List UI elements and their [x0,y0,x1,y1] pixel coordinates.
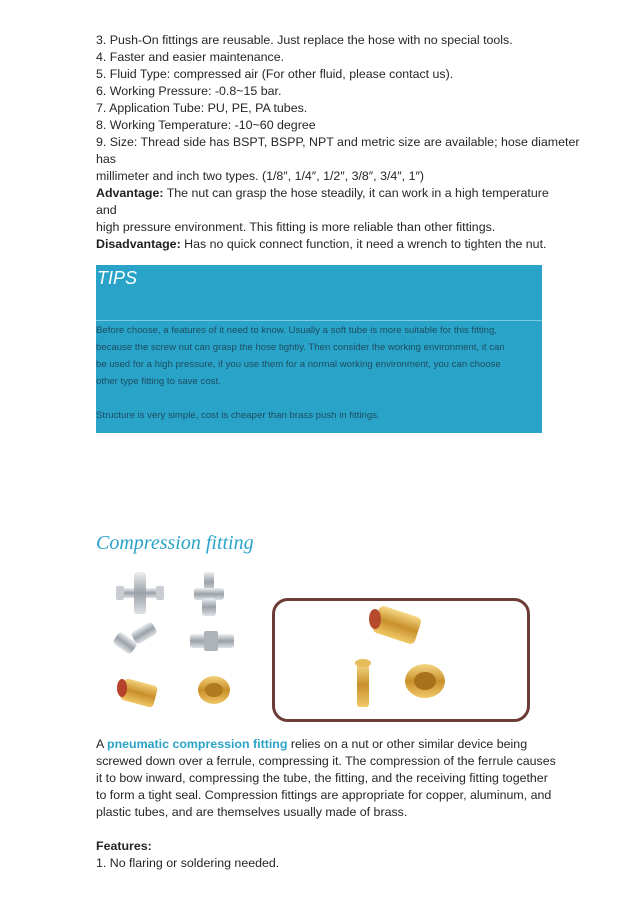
advantage-line [96,185,549,202]
list-line: 3. Push-On fittings are reusable. Just replace the hose with no special tools. [96,33,513,47]
description-line: it to bow inward, compressing the tube, the fitting, and the receiving fitting together [96,771,548,785]
tips-line-last: Structure is very simple, cost is cheaper than brass push in fittings. [96,410,380,421]
description-line: screwed down over a ferrule, compressing it. The compression of the ferrule causes [96,754,556,768]
description-line: plastic tubes, and are themselves usually made of brass. [96,805,408,819]
list-line: 4. Faster and easier maintenance. [96,50,285,64]
tee-fitting-image [116,572,164,614]
description-rest: relies on a nut or other similar device being [287,737,528,751]
section-title: Compression fitting [96,532,254,554]
advantage-text: The nut can grasp the hose steadily, it can work in a high temperature [163,186,549,200]
tips-line: because the screw nut can grasp the hose tightly. Then consider the working environment, it can [96,342,505,353]
brass-ring-image [198,676,230,704]
advantage-label: Advantage: [96,186,164,200]
list-line: 9. Size: Thread side has BSPT, BSPP, NPT and metric size are available; hose diameter [96,135,580,149]
advantage-line-3: high pressure environment. This fitting is more reliable than other fittings. [96,220,496,234]
description-line-1 [96,736,527,753]
description-prefix: A [96,737,108,751]
list-line: 8. Working Temperature: -10~60 degree [96,118,316,132]
list-line: 7. Application Tube: PU, PE, PA tubes. [96,101,308,115]
pneumatic-compression-fitting-link[interactable]: pneumatic compression fitting [107,737,288,751]
flow-control-image [194,572,224,616]
straight-fitting-image [190,631,234,651]
tips-header [96,265,542,321]
features-heading: Features: [96,839,152,853]
fittings-photo-grid [104,566,264,716]
disadvantage-line [96,236,546,253]
features-item: 1. No flaring or soldering needed. [96,856,280,870]
brass-parts-photo [275,601,527,719]
disadvantage-text: Has no quick connect function, it need a wrench to tighten the nut. [180,237,547,251]
tips-line: Before choose, a features of it need to know. Usually a soft tube is more suitable for this fitting, [96,325,498,336]
disadvantage-label: Disadvantage: [96,237,181,251]
ferrule-ring-image [405,664,445,698]
list-line: 5. Fluid Type: compressed air (For other fluid, please contact us). [96,67,454,81]
list-line: millimeter and inch two types. (1/8″, 1/4″, 1/2″, 3/8″, 3/4″, 1″) [96,169,424,183]
tips-line: other type fitting to save cost. [96,376,221,387]
elbow-fitting-image [112,621,158,655]
list-line: has [96,152,116,166]
advantage-line-2: and [96,203,117,217]
brass-fitting-image [117,678,158,708]
list-line: 6. Working Pressure: -0.8~15 bar. [96,84,282,98]
tips-box [96,265,542,433]
insert-sleeve-image [355,659,371,707]
tips-line: be used for a high pressure, if you use them for a normal working environment, you can choose [96,359,501,370]
brass-parts-frame [272,598,530,722]
compression-nut-image [369,605,422,645]
tips-title: TIPS [97,268,138,288]
description-line: to form a tight seal. Compression fittings are appropriate for copper, aluminum, and [96,788,552,802]
